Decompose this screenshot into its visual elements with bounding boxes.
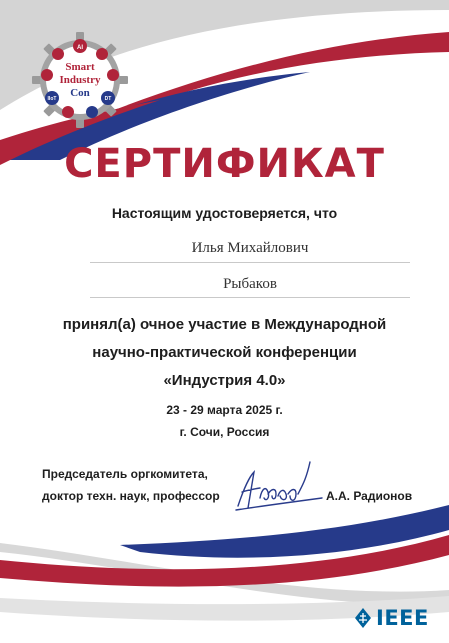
svg-text:Industry: Industry: [59, 74, 101, 86]
certificate-title: СЕРТИФИКАТ: [64, 141, 385, 187]
svg-text:DT: DT: [104, 96, 112, 102]
conference-name: «Индустрия 4.0»: [163, 372, 286, 389]
svg-text:Con: Con: [70, 87, 90, 99]
ieee-diamond-icon: [354, 607, 372, 629]
svg-text:AI: AI: [77, 45, 83, 51]
conference-place: г. Сочи, Россия: [179, 425, 270, 439]
name-underline: [90, 262, 410, 263]
surname-underline: [90, 297, 410, 298]
smart-industry-con-logo: [30, 30, 130, 130]
handwritten-signature: [232, 458, 324, 518]
intro-text: Настоящим удостоверяется, что: [111, 205, 338, 221]
conference-dates: 23 - 29 марта 2025 г.: [166, 403, 283, 417]
signer-role-line1: Председатель оргкомитета,: [42, 467, 208, 481]
signer-role-line2: доктор техн. наук, профессор: [42, 489, 220, 503]
recipient-first-middle-name: Илья Михайлович: [191, 240, 309, 256]
svg-text:IIoT: IIoT: [47, 96, 57, 102]
svg-text:Smart: Smart: [65, 61, 95, 73]
ieee-logo: [354, 606, 429, 630]
signer-name: А.А. Радионов: [326, 489, 413, 503]
participation-line: принял(а) очное участие в Международной: [62, 316, 387, 333]
conference-type-line: научно-практической конференции: [92, 344, 357, 361]
recipient-last-name: Рыбаков: [223, 276, 277, 292]
ieee-logo-text: IEEE: [376, 606, 429, 630]
